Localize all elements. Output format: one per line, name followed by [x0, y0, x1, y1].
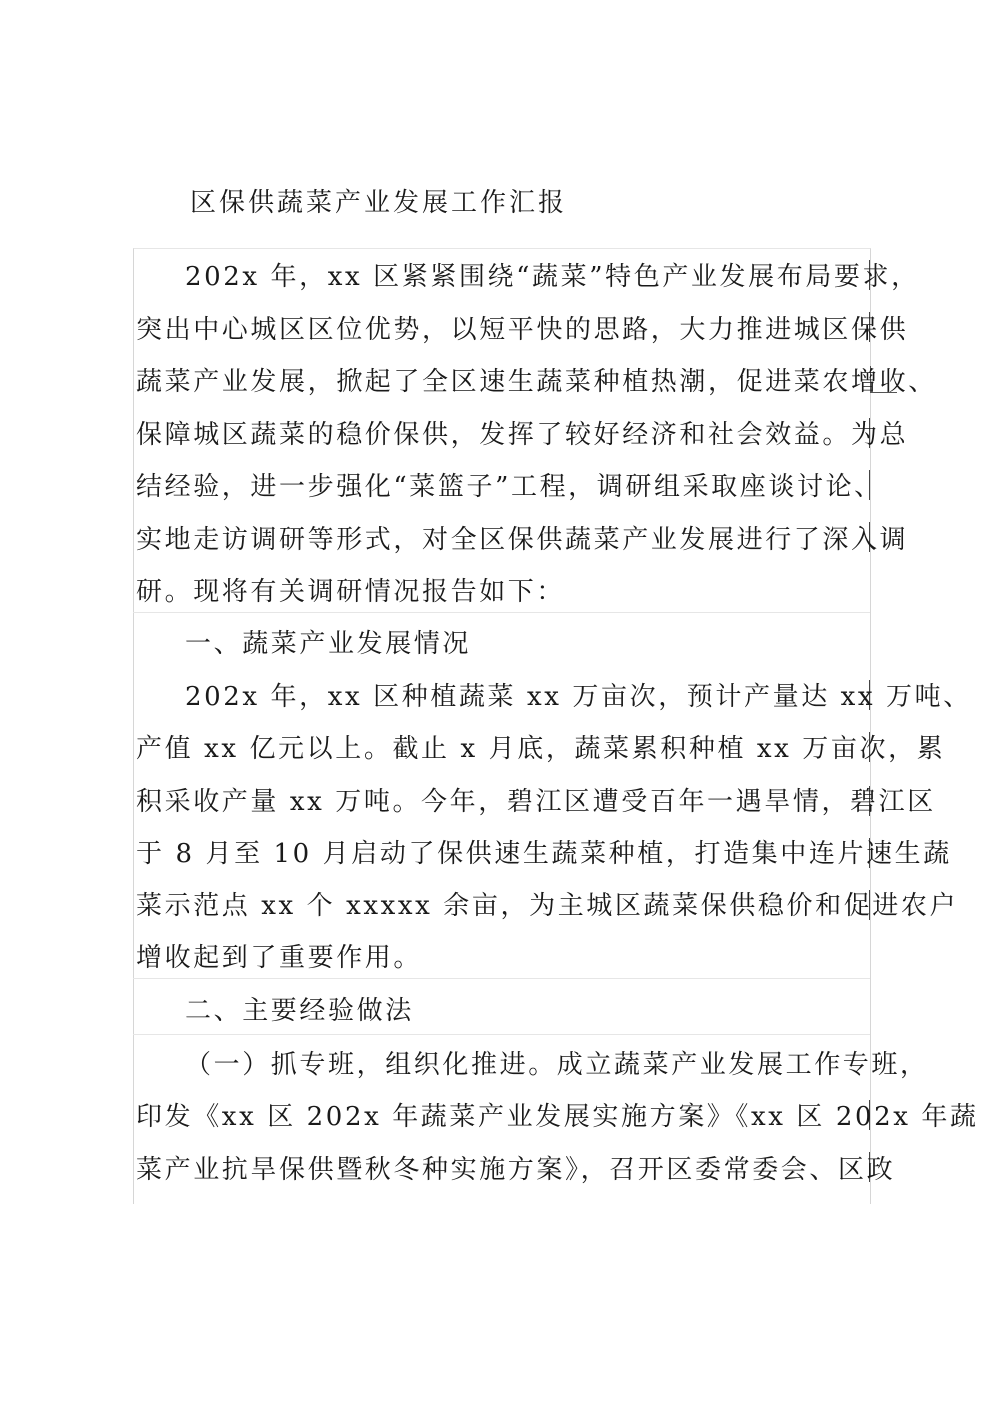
- paragraph-2-line-1: 202x 年，xx 区种植蔬菜 xx 万亩次，预计产量达 xx 万吨、: [185, 682, 972, 712]
- paragraph-1-line-7: 研。现将有关调研情况报告如下：: [136, 577, 566, 607]
- paragraph-2-line-6: 增收起到了重要作用。: [136, 943, 423, 973]
- paragraph-3-line-2: 印发《xx 区 202x 年蔬菜产业发展实施方案》《xx 区 202x 年蔬: [136, 1102, 979, 1132]
- paragraph-2-line-5: 菜示范点 xx 个 xxxxx 余亩，为主城区蔬菜保供稳价和促进农户: [136, 891, 959, 921]
- section-heading-2: 二、主要经验做法: [185, 996, 414, 1026]
- document-title: 区保供蔬菜产业发展工作汇报: [190, 188, 568, 218]
- paragraph-3-line-3: 菜产业抗旱保供暨秋冬种实施方案》，召开区委常委会、区政: [136, 1155, 896, 1185]
- paragraph-1-line-3: 蔬菜产业发展，掀起了全区速生蔬菜种植热潮，促进菜农增收、: [136, 367, 937, 397]
- paragraph-3-line-1: （一）抓专班，组织化推进。成立蔬菜产业发展工作专班，: [185, 1050, 929, 1080]
- paragraph-separator: [133, 612, 870, 613]
- paragraph-2-line-2: 产值 xx 亿元以上。截止 x 月底，蔬菜累积种植 xx 万亩次，累: [136, 734, 946, 764]
- paragraph-separator: [133, 978, 870, 979]
- paragraph-1-line-5: 结经验，进一步强化“菜篮子”工程，调研组采取座谈讨论、: [136, 472, 883, 502]
- section-heading-1: 一、蔬菜产业发展情况: [185, 629, 472, 659]
- paragraph-separator: [133, 1034, 870, 1035]
- paragraph-1-line-2: 突出中心城区区位优势，以短平快的思路，大力推进城区保供: [136, 315, 909, 345]
- paragraph-1-line-4: 保障城区蔬菜的稳价保供，发挥了较好经济和社会效益。为总: [136, 420, 909, 450]
- paragraph-2-line-3: 积采收产量 xx 万吨。今年，碧江区遭受百年一遇旱情，碧江区: [136, 787, 936, 817]
- paragraph-2-line-4: 于 8 月至 10 月启动了保供速生蔬菜种植，打造集中连片速生蔬: [136, 839, 952, 869]
- paragraph-1-line-1: 202x 年，xx 区紧紧围绕“蔬菜”特色产业发展布局要求，: [185, 262, 920, 292]
- paragraph-1-line-6: 实地走访调研等形式，对全区保供蔬菜产业发展进行了深入调: [136, 525, 909, 555]
